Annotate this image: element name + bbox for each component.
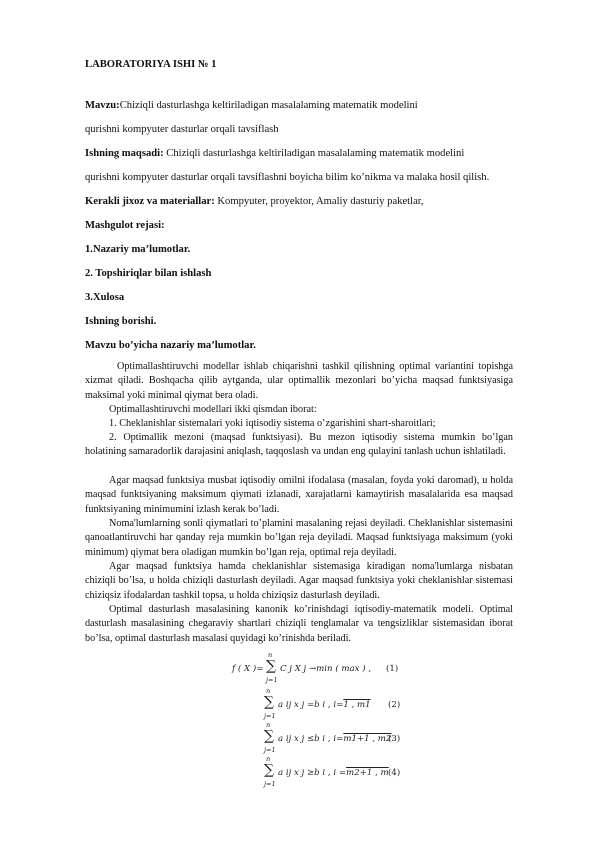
mavzu-label: Mavzu:: [85, 100, 120, 111]
maqsad-label: Ishning maqsadi:: [85, 148, 164, 159]
equation-1-lhs: f ( X )=: [232, 664, 264, 674]
rejasi-heading: Mashgulot rejasi:: [85, 220, 165, 231]
equation-3-number: (3): [388, 734, 401, 744]
equation-3-range: m1+1 , m2: [343, 734, 392, 744]
equation-4-upper: n: [266, 755, 271, 763]
plan-item-3: 3.Xulosa: [85, 292, 125, 303]
equation-1-body: C j X j →min ( max ) ,: [280, 664, 372, 674]
equation-4-body: a ij x j ≥b i , i =m2+1 , m: [278, 768, 389, 778]
page-title: LABORATORIYA ISHI № 1: [85, 59, 217, 70]
equation-2-range: 1 , m1: [343, 700, 371, 710]
equation-3: [264, 722, 434, 756]
paragraph-6: Noma'lumlarning sonli qiymatlari to’plamini masalaning rejasi deyiladi. Cheklanishlar sistemasini qanoatlantiruvchi har qanday reja mumkin bo’lgan reja deyiladi. Maqsad funktsiyaga maksimum (yoki minimum) qiymat bera oladigan mumkin bo’lgan reja, optimal reja deyiladi.: [85, 518, 513, 558]
sigma-icon: ∑: [264, 762, 274, 778]
borishi-heading: Ishning borishi.: [85, 316, 157, 327]
nazariy-heading: Mavzu bo’yicha nazariy ma’lumotlar.: [85, 340, 256, 351]
equation-1-number: (1): [386, 664, 399, 674]
mavzu-line-2: qurishni kompyuter dasturlar orqali tavsiflash: [85, 124, 279, 135]
equation-4-range: m2+1 , m: [346, 768, 389, 778]
equation-4-number: (4): [388, 768, 401, 778]
equation-4-lower: j=1: [264, 780, 276, 788]
equation-2-number: (2): [388, 700, 401, 710]
mavzu-line-1: [85, 99, 418, 113]
equation-2-upper: n: [266, 687, 271, 695]
jihoz-text: Kompyuter, proyektor, Amaliy dasturiy paketlar,: [214, 196, 424, 207]
maqsad-text: Chiziqli dasturlashga keltiriladigan masalalaming matematik modelini: [163, 148, 465, 159]
plan-item-2: 2. Topshiriqlar bilan ishlash: [85, 268, 212, 279]
equation-1-upper: n: [268, 651, 273, 659]
sigma-icon: ∑: [264, 728, 274, 744]
equation-2-body: a ij x j =b i , i=1 , m1: [278, 700, 371, 710]
paragraph-5: Agar maqsad funktsiya musbat iqtisodiy omilni ifodalasa (masalan, foyda yoki daromad), u holda maqsad funktsiyaning maksimum qiymati izlanadi, xarajatlarni kamaytirish masalalarida esa maqsad funktsiyaning minimumini izlash kerak bo’ladi.: [85, 475, 513, 515]
jihoz-label: Kerakli jixoz va materiallar:: [85, 196, 215, 207]
equation-4: [264, 756, 434, 790]
equation-3-lower: j=1: [264, 746, 276, 754]
paragraph-4: 2. Optimallik mezoni (maqsad funktsiyasi). Bu mezon iqtisodiy sistema mumkin bo’lgan holatining samaradorlik darajasini aniqlash, taqqoslash va undan eng qulayini tanlash uchun ishlatiladi.: [85, 432, 513, 458]
equation-1-lower: j=1: [266, 676, 278, 684]
equation-3-body: a ij x j ≤b i , i=m1+1 , m2: [278, 734, 392, 744]
sigma-icon: ∑: [266, 658, 276, 674]
plan-item-1: 1.Nazariy ma’lumotlar.: [85, 244, 191, 255]
paragraph-3: 1. Cheklanishlar sistemalari yoki iqtisodiy sistema o’zgarishini shart-sharoitlari;: [109, 418, 436, 429]
equation-3-upper: n: [266, 721, 271, 729]
paragraph-2: Optimallashtiruvchi modellari ikki qismdan iborat:: [109, 404, 317, 415]
maqsad-line-1: [85, 147, 464, 161]
jihoz-line: [85, 195, 424, 209]
sigma-icon: ∑: [264, 694, 274, 710]
paragraph-1: Optimallashtiruvchi modellar ishlab chiqarishni tashkil qilishning optimal variantini topishga xizmat qiladi. Boshqacha qilib aytganda, ular optimallik mezonlari bo’yicha maqsad funktsiyasiga maksimal yoki minimal qiymat bera oladi.: [85, 361, 513, 401]
equation-1: [232, 652, 402, 686]
mavzu-text: Chiziqli dasturlashga keltiriladigan masalalaming matematik modelini: [119, 100, 418, 111]
maqsad-line-2: qurishni kompyuter dasturlar orqali tavsiflashni boyicha bilim ko’nikma va malaka hosil qilish.: [85, 172, 490, 183]
paragraph-8: Optimal dasturlash masalasining kanonik ko’rinishdagi iqtisodiy-matematik modeli. Optimal dasturlash masalasining chegaraviy shartlari chiziqli tenglamalar va tengsizliklar sistemasidan iborat bo’lsa, optimal dasturlash masalasi quyidagi ko’rinishda beriladi.: [85, 604, 513, 644]
equation-2-lower: j=1: [264, 712, 276, 720]
equation-2: [264, 688, 434, 722]
paragraph-7: Agar maqsad funktsiya hamda cheklanishlar sistemasiga kiradigan noma'lumlarga nisbatan chiziqli bo’lsa, u holda chiziqli dasturlash deyiladi. Agar maqsad funktsiya yoki cheklanishlar sistemasi chiziqsiz ifodalardan tashkil topsa, u holda chiziqsiz dasturlash deyiladi.: [85, 561, 513, 601]
